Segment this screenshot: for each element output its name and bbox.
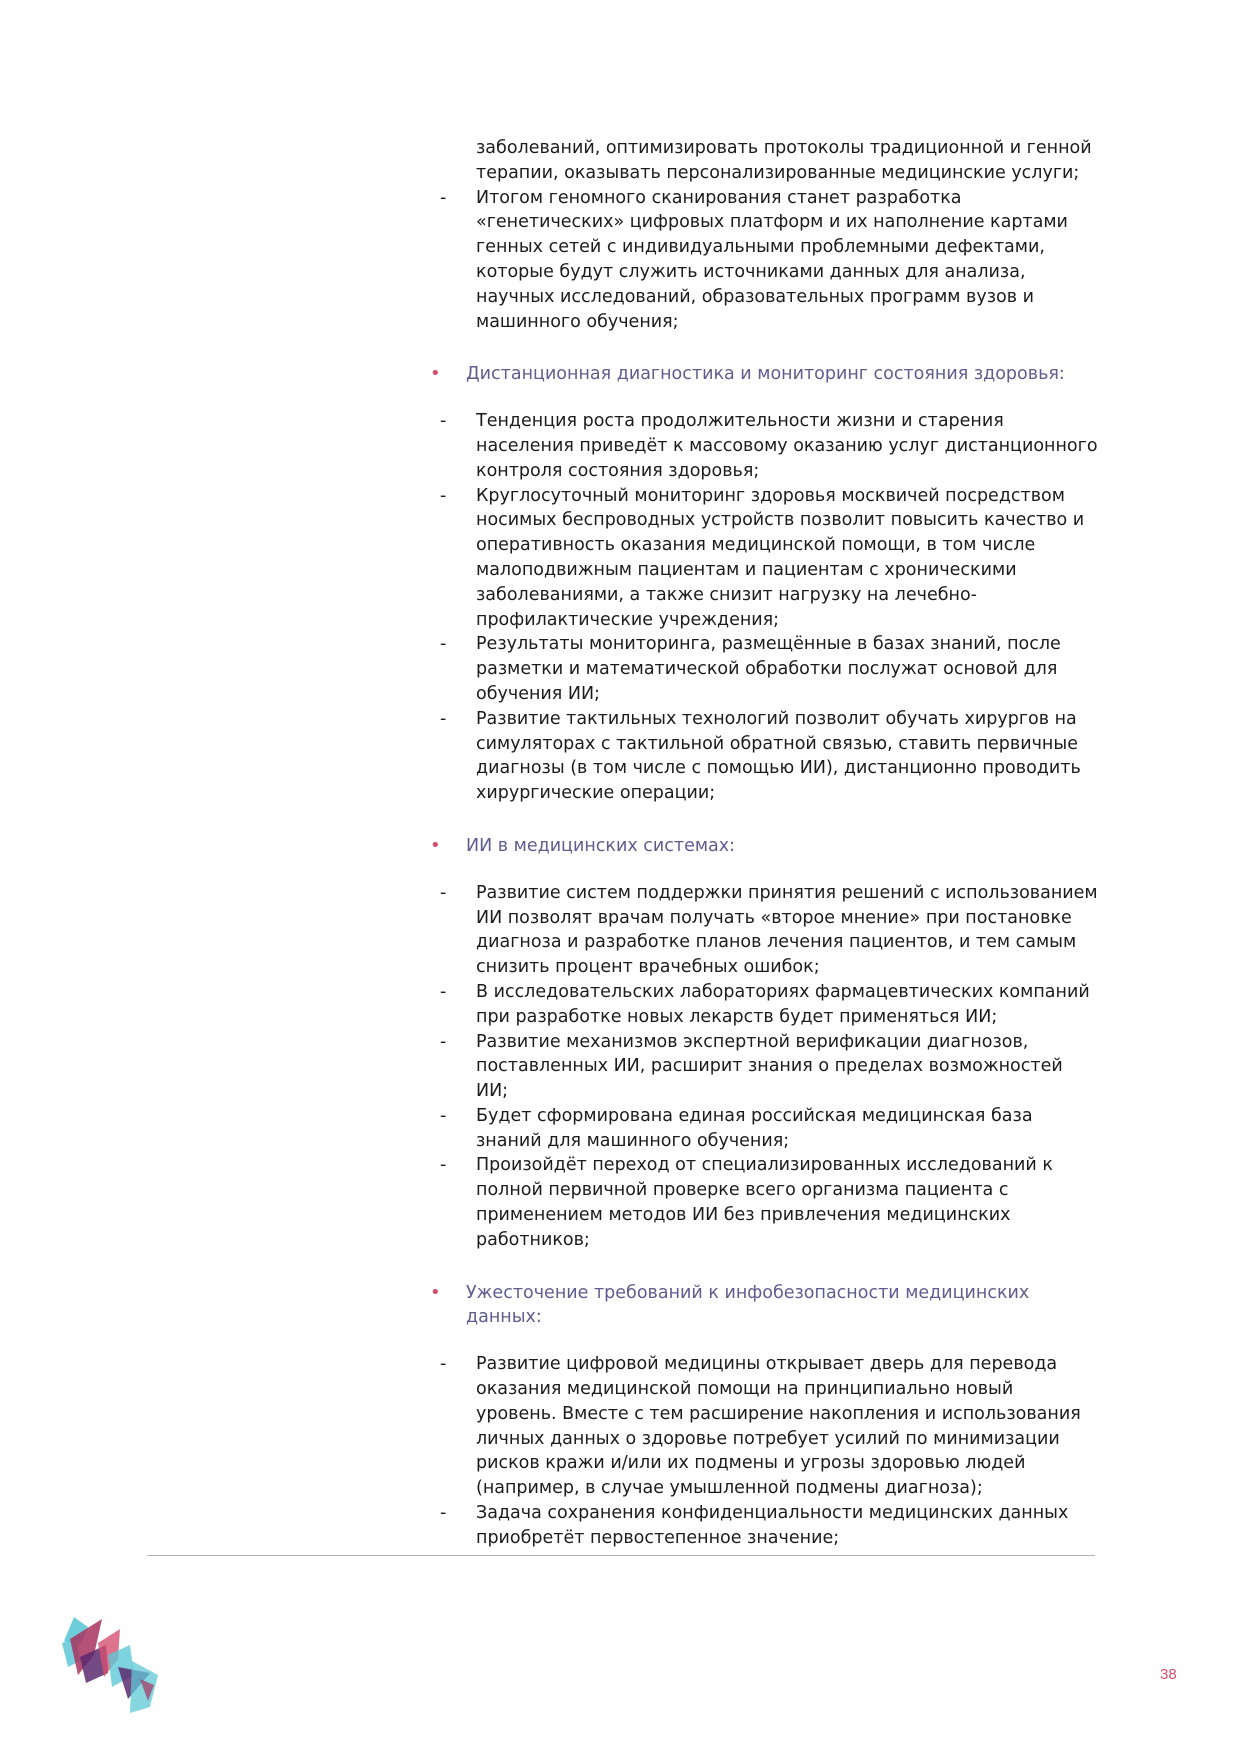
section-heading-line: Ужесточение требований к инфобезопасности медицинских <box>466 1282 1030 1303</box>
text-line: Результаты мониторинга, размещённые в базах знаний, после <box>476 634 1061 655</box>
text-line: Развитие систем поддержки принятия решений с использованием <box>476 882 1098 903</box>
text-line: обучения ИИ; <box>476 683 600 704</box>
footer-divider <box>147 1555 1095 1556</box>
text-line: при разработке новых лекарств будет применяться ИИ; <box>476 1006 998 1027</box>
list-item <box>430 1501 1098 1551</box>
dash-marker: - <box>440 187 447 208</box>
text-line: научных исследований, образовательных программ вузов и <box>476 286 1034 307</box>
dash-marker: - <box>440 1031 447 1052</box>
dash-marker: - <box>440 708 447 729</box>
text-line: разметки и математической обработки послужат основой для <box>476 659 1058 680</box>
bullet-icon: • <box>430 363 441 385</box>
section-heading-text: ИИ в медицинских системах: <box>466 835 736 856</box>
list-item <box>430 484 1098 633</box>
document-body <box>430 136 1098 1551</box>
section-heading-text: Дистанционная диагностика и мониторинг состояния здоровья: <box>466 364 1065 385</box>
intro-continuation <box>430 136 1098 186</box>
text-line: знаний для машинного обучения; <box>476 1130 790 1151</box>
dash-marker: - <box>440 634 447 655</box>
text-line: Итогом геномного сканирования станет разработка <box>476 187 962 208</box>
text-line: Развитие механизмов экспертной верификации диагнозов, <box>476 1031 1029 1052</box>
section-heading-remote-diagnostics <box>430 362 1098 387</box>
text-line: оперативность оказания медицинской помощи, в том числе <box>476 535 1036 556</box>
text-line: (например, в случае умышленной подмены диагноза); <box>476 1478 983 1499</box>
text-line: Развитие цифровой медицины открывает дверь для перевода <box>476 1354 1058 1375</box>
dash-marker: - <box>440 1503 447 1524</box>
dash-marker: - <box>440 1105 447 1126</box>
text-line: применением методов ИИ без привлечения медицинских <box>476 1205 1011 1226</box>
section-heading-line: данных: <box>466 1307 542 1328</box>
dash-marker: - <box>440 981 447 1002</box>
dash-marker: - <box>440 882 447 903</box>
remote-diagnostics-list <box>430 409 1098 806</box>
bullet-icon: • <box>430 834 441 856</box>
text-line: Будет сформирована единая российская медицинская база <box>476 1105 1033 1126</box>
dash-marker: - <box>440 1354 447 1375</box>
text-line: Развитие тактильных технологий позволит обучать хирургов на <box>476 708 1077 729</box>
text-line: малоподвижным пациентам и пациентам с хроническими <box>476 559 1017 580</box>
list-item <box>430 1352 1098 1501</box>
text-line: личных данных о здоровье потребует усилий по минимизации <box>476 1428 1060 1449</box>
list-item <box>430 1153 1098 1252</box>
list-item <box>430 1104 1098 1154</box>
text-line: «генетических» цифровых платформ и их наполнение картами <box>476 212 1068 233</box>
text-line: симуляторах с тактильной обратной связью, ставить первичные <box>476 733 1078 754</box>
list-item <box>430 186 1098 335</box>
list-item <box>430 409 1098 483</box>
text-line: ИИ позволят врачам получать «второе мнение» при постановке <box>476 907 1072 928</box>
text-line: снизить процент врачебных ошибок; <box>476 957 820 978</box>
text-line: работников; <box>476 1229 590 1250</box>
list-item <box>430 707 1098 806</box>
text-line: Тенденция роста продолжительности жизни и старения <box>476 411 1004 432</box>
text-line: поставленных ИИ, расширит знания о пределах возможностей <box>476 1056 1063 1077</box>
list-item <box>430 632 1098 706</box>
list-item <box>430 1030 1098 1104</box>
logo-icon <box>58 1615 168 1715</box>
page-number: 38 <box>1160 1666 1177 1683</box>
text-line: приобретёт первостепенное значение; <box>476 1527 840 1548</box>
text-line: заболеваниями, а также снизит нагрузку на лечебно- <box>476 584 977 605</box>
intro-list <box>430 186 1098 335</box>
list-item <box>430 980 1098 1030</box>
dash-marker: - <box>440 1155 447 1176</box>
bullet-icon: • <box>430 1281 441 1303</box>
text-line: ИИ; <box>476 1081 509 1102</box>
text-line: В исследовательских лабораториях фармацевтических компаний <box>476 981 1090 1002</box>
infosecurity-list <box>430 1352 1098 1550</box>
ai-systems-list <box>430 881 1098 1253</box>
text-line: контроля состояния здоровья; <box>476 460 760 481</box>
text-line: Круглосуточный мониторинг здоровья москвичей посредством <box>476 485 1065 506</box>
section-heading-infosecurity <box>430 1281 1098 1331</box>
text-line: оказания медицинской помощи на принципиально новый <box>476 1379 1014 1400</box>
text-line: Произойдёт переход от специализированных исследований к <box>476 1155 1053 1176</box>
text-line: диагноза и разработке планов лечения пациентов, и тем самым <box>476 932 1077 953</box>
text-line: диагнозы (в том числе с помощью ИИ), дистанционно проводить <box>476 758 1081 779</box>
text-line: терапии, оказывать персонализированные медицинские услуги; <box>476 162 1080 183</box>
text-line: заболеваний, оптимизировать протоколы традиционной и генной <box>476 138 1092 158</box>
text-line: населения приведёт к массовому оказанию услуг дистанционного <box>476 435 1098 456</box>
text-line: машинного обучения; <box>476 311 679 332</box>
dash-marker: - <box>440 485 447 506</box>
text-line: полной первичной проверке всего организма пациента с <box>476 1180 1009 1201</box>
section-heading-ai-systems <box>430 834 1098 859</box>
list-item <box>430 881 1098 980</box>
text-line: хирургические операции; <box>476 783 716 804</box>
text-line: которые будут служить источниками данных для анализа, <box>476 261 1026 282</box>
text-line: Задача сохранения конфиденциальности медицинских данных <box>476 1503 1069 1524</box>
text-line: рисков кражи и/или их подмены и угрозы здоровью людей <box>476 1453 1026 1474</box>
dash-marker: - <box>440 411 447 432</box>
text-line: генных сетей с индивидуальными проблемными дефектами, <box>476 237 1045 258</box>
text-line: уровень. Вместе с тем расширение накопления и использования <box>476 1403 1081 1424</box>
text-line: профилактические учреждения; <box>476 609 780 630</box>
text-line: носимых беспроводных устройств позволит повысить качество и <box>476 510 1085 531</box>
